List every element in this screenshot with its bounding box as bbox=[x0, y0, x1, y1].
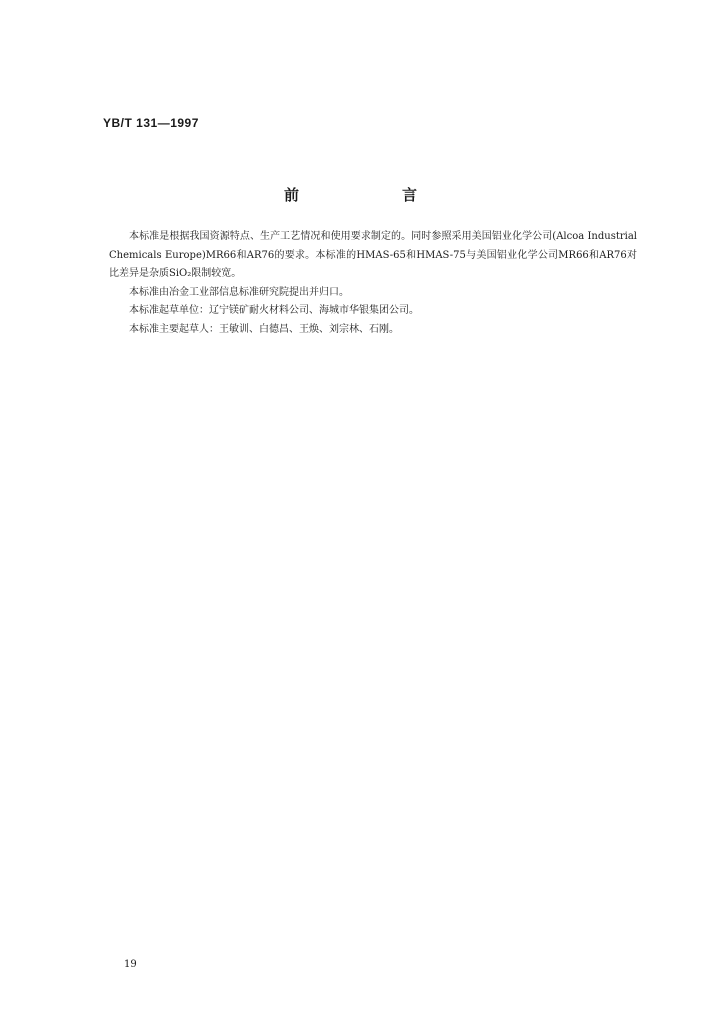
paragraph-drafting-units: 本标准起草单位：辽宁镁矿耐火材料公司、海城市华银集团公司。 bbox=[129, 305, 419, 316]
paragraph-drafters: 本标准主要起草人：王敏训、白德昌、王焕、刘宗林、石刚。 bbox=[129, 323, 399, 335]
foreword-body bbox=[109, 228, 637, 339]
paragraph-proposer: 本标准由冶金工业部信息标准研究院提出并归口。 bbox=[129, 286, 349, 298]
standard-code: YB/T 131—1997 bbox=[103, 116, 199, 130]
page-number: 19 bbox=[124, 959, 137, 970]
page-title: 前 言 bbox=[283, 186, 461, 204]
paragraph-basis: 本标准是根据我国资源特点、生产工艺情况和使用要求制定的。同时参照采用美国铝业化学公司(Alcoa Industrial Chemicals Europe)MR66和AR76的要求。本标准的HMAS-65和HMAS-75与美国铝业化学公司MR66和AR76对比差异是杂质SiO₂限制较宽。 bbox=[109, 231, 637, 279]
